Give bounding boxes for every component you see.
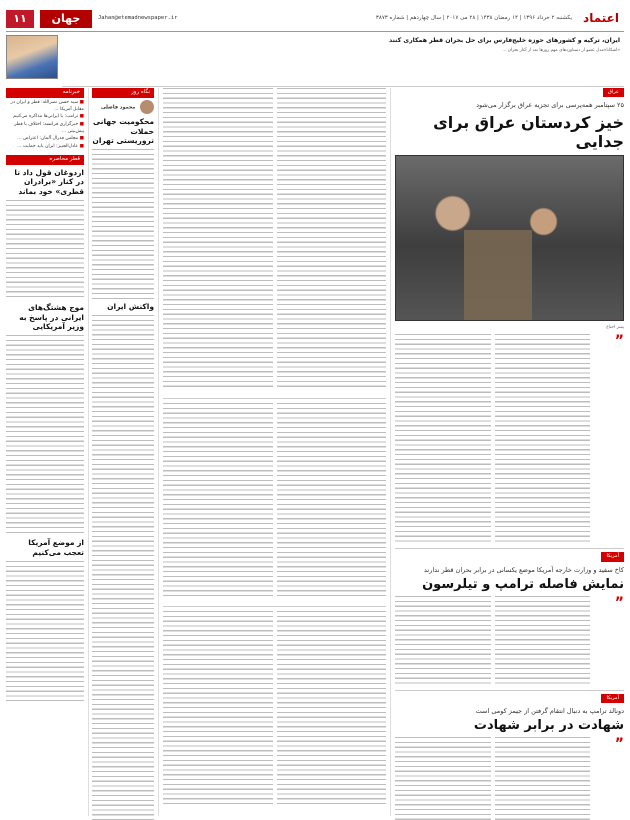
sidebar-box2-header: قطر محاصره <box>6 155 84 165</box>
opinion-header: نگاه روز <box>92 88 154 98</box>
opinion-column <box>88 88 154 816</box>
sidebar-story-c-body <box>6 561 84 701</box>
second-story-text-col-2 <box>395 596 491 686</box>
lead-article[interactable] <box>62 35 624 87</box>
page-number: ۱۱ <box>6 10 34 28</box>
middle-column <box>158 88 386 816</box>
third-story-kicker: دونالد ترامپ به دنبال انتقام گرفتن از جیمز کومی است <box>475 706 624 715</box>
main-story-text-col-2 <box>395 334 491 544</box>
main-story-continuation <box>163 88 386 388</box>
third-story <box>395 690 624 820</box>
section-email[interactable]: Jahan@etemadnewspaper.ir <box>98 14 178 21</box>
continuation-col-3 <box>277 403 387 598</box>
main-story-headline[interactable]: خیز کردستان عراق برای جدایی <box>433 112 624 151</box>
second-story-tag: آمریکا <box>601 552 624 561</box>
quote-icon: ” <box>614 333 624 350</box>
sidebar-story-b-headline[interactable]: موج هشتگ‌های ایرانی در پاسخ به وزیر آمریکایی <box>19 302 84 332</box>
article-grid <box>6 88 624 816</box>
main-story-tag: عراق <box>603 88 624 97</box>
newspaper-logo[interactable]: اعتماد <box>583 10 619 25</box>
second-story-text-col-1 <box>495 596 591 686</box>
sidebar-story-a-body <box>6 200 84 300</box>
masthead <box>6 6 624 32</box>
continuation-col-1 <box>277 88 387 388</box>
lead-headline[interactable]: ایران، ترکیه و کشورهای حوزه خلیج‌فارس برای حل بحران قطر همکاری کنند <box>389 37 620 44</box>
opinion-author <box>92 100 154 114</box>
third-story-quote <box>594 737 624 820</box>
quote-icon: ” <box>614 594 624 611</box>
opinion-headline[interactable]: محکومیت جهانی حملات تروریستی تهران <box>92 116 154 146</box>
third-story-body <box>395 737 624 820</box>
list-item[interactable]: ■ عادل‌الجبیر: ایران باید حمایت ... <box>6 144 84 151</box>
second-story-continuation <box>163 398 386 598</box>
second-story <box>395 548 624 685</box>
continuation-col-2 <box>163 88 273 388</box>
third-story-text-col-1 <box>495 737 591 820</box>
sidebar <box>6 88 84 816</box>
sidebar-news-list <box>6 100 84 151</box>
list-item[interactable]: ■ سید حسن نصرالله: قطر و ایران در مقابل آمریکا ... <box>6 100 84 113</box>
list-item[interactable]: ■ خبرگزاری فرانسه: اختلاف با قطر پیش‌بینی ... <box>6 122 84 135</box>
sidebar-story-b-body <box>6 335 84 535</box>
continuation-col-4 <box>163 403 273 598</box>
third-story-tag: آمریکا <box>601 694 624 703</box>
main-story-quote <box>594 334 624 544</box>
third-story-text-col-2 <box>395 737 491 820</box>
second-story-quote <box>594 596 624 686</box>
lead-strip <box>6 35 624 87</box>
author-avatar <box>140 100 154 114</box>
sidebar-header: خبرنامه <box>6 88 84 98</box>
second-story-headline[interactable]: نمایش فاصله ترامپ و تیلرسون <box>422 576 624 592</box>
author-name: محمود فاضلی <box>100 104 136 111</box>
list-item[interactable]: ■ ترامپ: با ایرانی‌ها مذاکره می‌کنیم <box>6 114 84 121</box>
sidebar-story-c-headline[interactable]: از موضع آمریکا تعجب می‌کنیم <box>28 538 84 557</box>
third-story-headline[interactable]: شهادت در برابر شهادت <box>473 718 624 734</box>
opinion-body-2 <box>92 315 154 820</box>
third-story-continuation <box>163 606 386 806</box>
opinion-subheadline[interactable]: واکنش ایران <box>107 302 154 312</box>
main-story-kicker: ۲۵ سپتامبر همه‌پرسی برای تجزیه عراق برگزار می‌شود <box>476 101 624 110</box>
lead-body: «اشکانا»‌مدل عضو از دستاوردهای مهم روزها بعد از آغاز بحران ... <box>502 47 620 53</box>
main-story-body <box>395 334 624 544</box>
continuation-col-5 <box>277 611 387 806</box>
dateline: یکشنبه ۲ خرداد ۱۳۹۶ | ۱۴ رمضان ۱۴۳۸ | ۲۸ می ۲۰۱۷ | سال چهاردهم | شماره ۳۸۷۳ <box>375 14 572 21</box>
main-story-text-col-1 <box>495 334 591 544</box>
quote-icon: ” <box>614 735 624 752</box>
continuation-col-6 <box>163 611 273 806</box>
main-column <box>390 88 624 816</box>
sidebar-story-a-headline[interactable]: اردوغان قول داد تا در کنار «برادران قطری» خود بماند <box>14 167 84 197</box>
main-story-caption: پسر اجتاع <box>606 325 624 331</box>
opinion-body-1 <box>92 149 154 299</box>
list-item[interactable]: ■ مجلس فدرال آلمان: اعتراض ... <box>6 136 84 143</box>
section-title: جهان <box>40 10 92 28</box>
lead-photo <box>6 35 58 79</box>
main-story-photo <box>395 155 624 321</box>
second-story-body <box>395 596 624 686</box>
second-story-kicker: کاخ سفید و وزارت خارجه آمریکا موضع یکسانی در برابر بحران قطر ندارند <box>424 565 624 574</box>
